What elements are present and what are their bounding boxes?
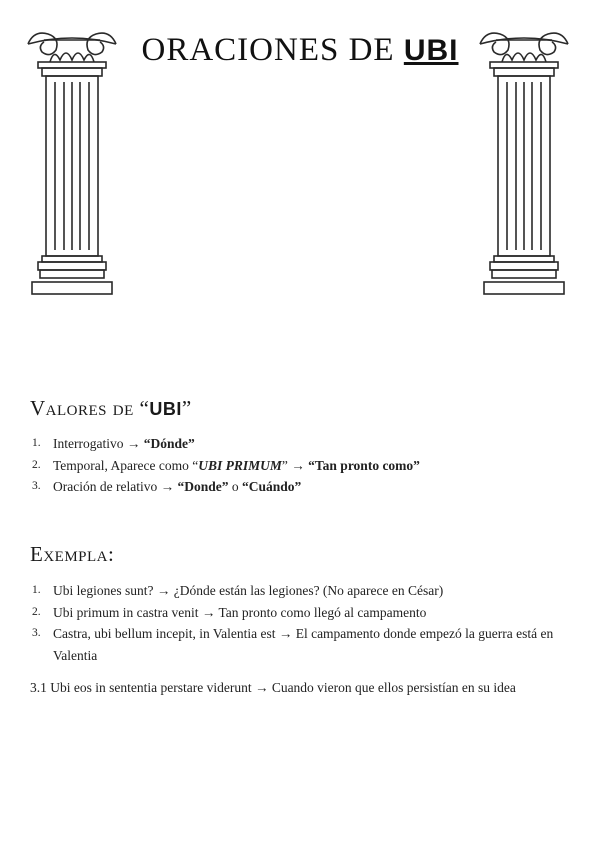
arrow-icon: →: [160, 479, 175, 494]
arrow-icon: →: [126, 436, 141, 451]
list-item: 1. Ubi legiones sunt? → ¿Dónde están las legiones? (No aparece en César): [32, 583, 444, 598]
sub-example: 3.1 Ubi eos in sententia perstare viderunt → Cuando vieron que ellos persistían en su idea: [30, 680, 516, 695]
list-item: 2. Ubi primum in castra venit → Tan pronto como llegó al campamento: [32, 604, 427, 620]
list-item: 1. Interrogativo → “Dónde”: [32, 436, 195, 451]
exempla-heading: Exempla:: [30, 542, 115, 566]
page-title-ubi: UBI: [403, 34, 459, 67]
list-item: 2. Temporal, Aparece como “UBI PRIMUM” → “Tan pronto como”: [32, 457, 420, 473]
exempla-list: [30, 580, 570, 666]
list-item: 3. Oración de relativo → “Donde” o “Cuándo”: [32, 479, 302, 494]
list-item: 3. Castra, ubi bellum incepit, in Valentia est → El campamento donde empezó la guerra está en Valentia: [32, 626, 554, 663]
page-title: [0, 28, 600, 73]
valores-list: [30, 433, 570, 498]
page-title-prefix: ORACIONES DE: [141, 32, 404, 68]
valores-heading: Valores de “UBI”: [30, 396, 192, 420]
arrow-icon: →: [291, 457, 305, 473]
